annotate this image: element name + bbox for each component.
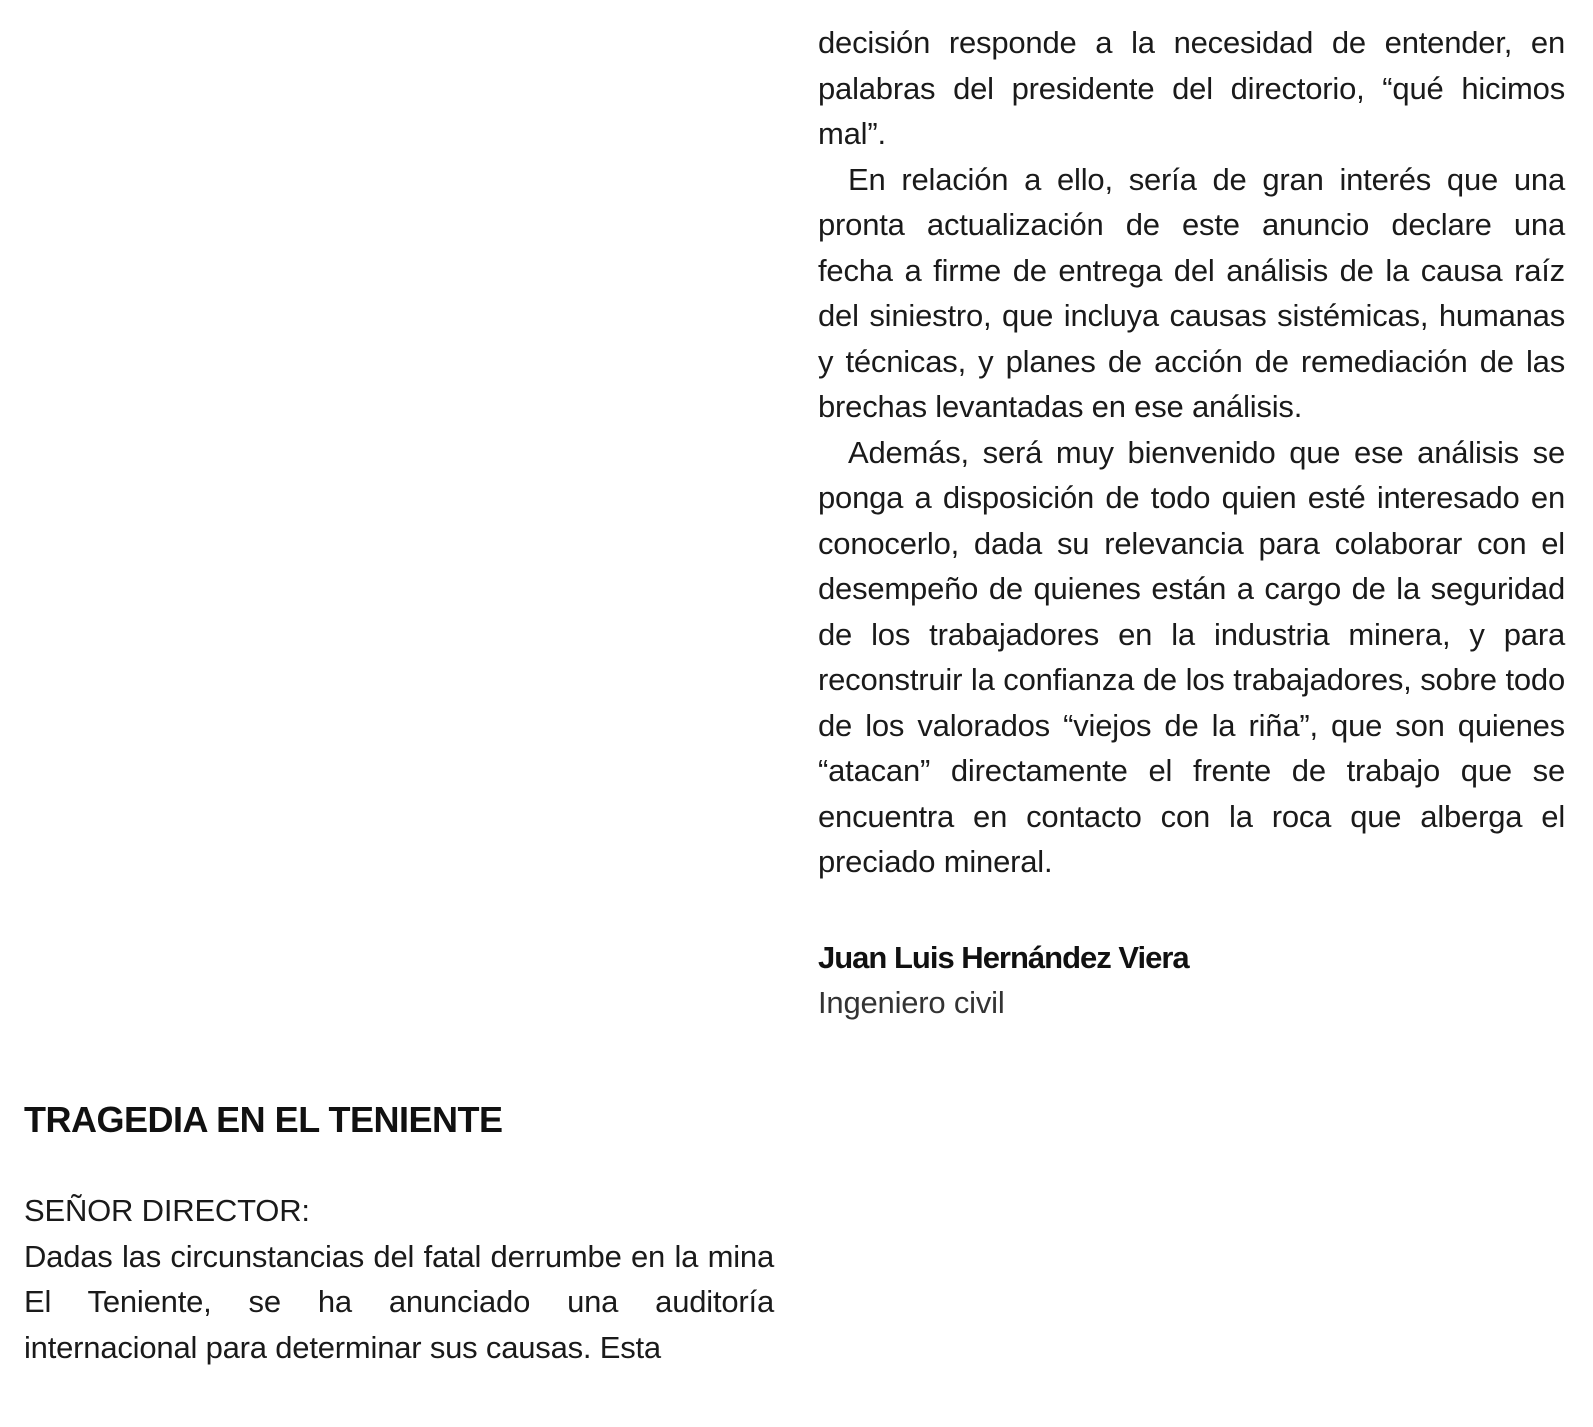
letter-headline: TRAGEDIA EN EL TENIENTE bbox=[24, 1099, 503, 1140]
letter-continuation-column bbox=[818, 20, 1565, 1026]
opening-paragraph: Dadas las circunstancias del fatal derrumbe en la mina El Teniente, se ha anunciado una auditoría internacional para determinar sus causas. Esta bbox=[24, 1238, 774, 1365]
body-paragraph-2: En relación a ello, sería de gran interés que una pronta actualización de este anuncio declare una fecha a firme de entrega del análisis de la causa raíz del siniestro, que incluya causas sistémicas, humanas y técnicas, y planes de acción de remediación de las brechas levantadas en ese análisis. bbox=[818, 161, 1565, 424]
author-name: Juan Luis Hernández Viera bbox=[818, 939, 1189, 975]
author-title: Ingeniero civil bbox=[818, 985, 1005, 1020]
salutation: SEÑOR DIRECTOR: bbox=[24, 1193, 310, 1228]
letter-start-column bbox=[24, 1092, 774, 1370]
body-paragraph-3: Además, será muy bienvenido que ese análisis se ponga a disposición de todo quien esté interesado en conocerlo, dada su relevancia para colaborar con el desempeño de quienes están a cargo de la seguridad de los trabajadores en la industria minera, y para reconstruir la confianza de los trabajadores, sobre todo de los valorados “viejos de la riña”, que son quienes “atacan” directamente el frente de trabajo que se encuentra en contacto con la roca que alberga el preciado mineral. bbox=[818, 434, 1565, 879]
body-paragraph-1: decisión responde a la necesidad de entender, en palabras del presidente del directorio, “qué hicimos mal”. bbox=[818, 25, 1565, 151]
signature-block bbox=[818, 935, 1565, 1026]
